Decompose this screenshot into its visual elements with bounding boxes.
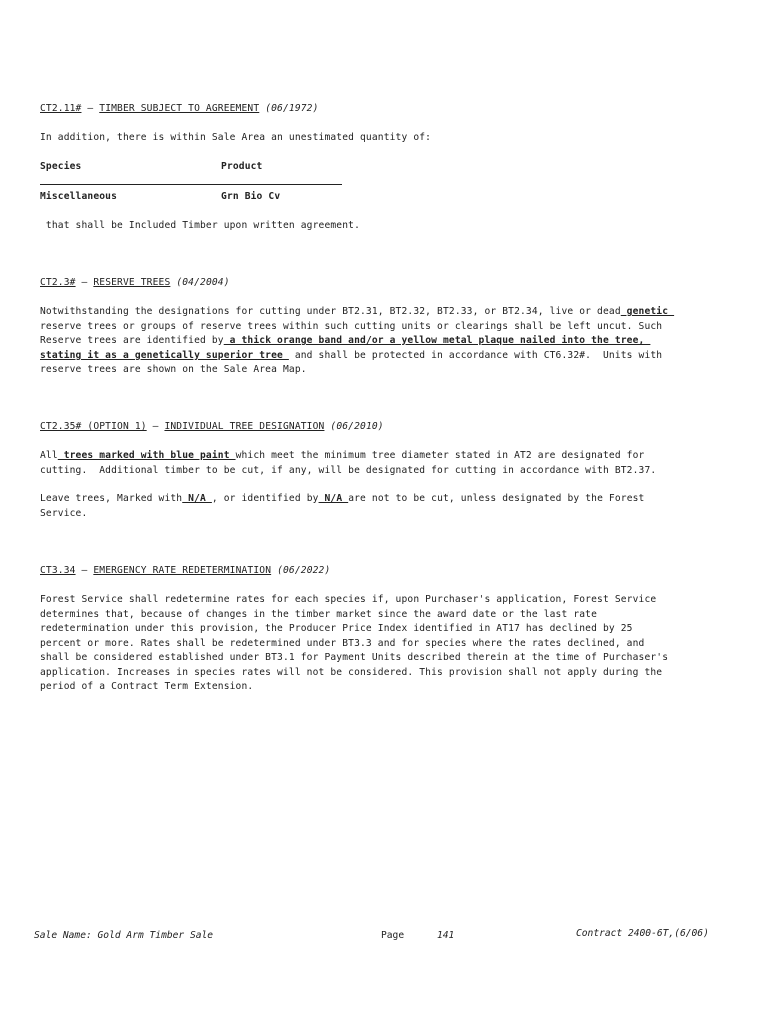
paragraph-line bbox=[40, 305, 674, 320]
column-header-species: Species bbox=[40, 161, 82, 172]
paragraph-line: percent or more. Rates shall be redetermined under BT3.3 and for species where the rates declined, and bbox=[40, 638, 645, 649]
dash: – bbox=[81, 103, 100, 114]
paragraph-line: Service. bbox=[40, 508, 88, 519]
section-code: CT2.3# bbox=[40, 277, 76, 288]
section-title: EMERGENCY RATE REDETERMINATION bbox=[93, 565, 272, 576]
paragraph-line: Forest Service shall redetermine rates for each species if, upon Purchaser's application, Forest Service bbox=[40, 594, 657, 605]
text-run: and shall be protected in accordance with CT6.32#. Units with bbox=[288, 350, 663, 361]
fill-in-value: a thick orange band and/or a yellow metal plaque nailed into the tree, bbox=[223, 335, 651, 346]
section-title: INDIVIDUAL TREE DESIGNATION bbox=[164, 421, 325, 432]
paragraph-line: cutting. Additional timber to be cut, if any, will be designated for cutting in accordance with BT2.37. bbox=[40, 465, 657, 476]
paragraph-line: reserve trees are shown on the Sale Area Map. bbox=[40, 364, 307, 375]
paragraph-line: reserve trees or groups of reserve trees within such cutting units or clearings shall be left uncut. Such bbox=[40, 321, 663, 332]
paragraph-line: application. Increases in species rates will not be considered. This provision shall not apply during the bbox=[40, 667, 663, 678]
section-date: (04/2004) bbox=[176, 277, 230, 288]
section-date: (06/2010) bbox=[330, 421, 384, 432]
dash: – bbox=[75, 565, 94, 576]
intro-text: In addition, there is within Sale Area an unestimated quantity of: bbox=[40, 132, 432, 143]
section-title: RESERVE TREES bbox=[93, 277, 171, 288]
dash: – bbox=[75, 277, 94, 288]
section-heading-ct2-35 bbox=[40, 420, 384, 435]
paragraph-line: shall be considered established under BT3.1 for Payment Units described therein at the time of Purchaser's bbox=[40, 652, 669, 663]
section-heading-ct2-3 bbox=[40, 276, 230, 291]
footer-contract: Contract 2400-6T,(6/06) bbox=[576, 928, 709, 939]
text-run: Leave trees, Marked with bbox=[40, 493, 183, 504]
text-run: All bbox=[40, 450, 58, 461]
section-title: TIMBER SUBJECT TO AGREEMENT bbox=[99, 103, 260, 114]
text-run: are not to be cut, unless designated by the Forest bbox=[348, 493, 645, 504]
fill-in-value: genetic bbox=[620, 306, 675, 317]
fill-in-value: N/A bbox=[318, 493, 349, 504]
paragraph-line: period of a Contract Term Extension. bbox=[40, 681, 254, 692]
table-cell-product: Grn Bio Cv bbox=[221, 191, 281, 202]
paragraph-line: redetermination under this provision, the Producer Price Index identified in AT17 has declined by 25 bbox=[40, 623, 633, 634]
paragraph-line: determines that, because of changes in the timber market since the award date or the last rate bbox=[40, 609, 598, 620]
table-cell-species: Miscellaneous bbox=[40, 191, 118, 202]
dash: – bbox=[146, 421, 165, 432]
section-date: (06/2022) bbox=[277, 565, 331, 576]
closing-text: that shall be Included Timber upon written agreement. bbox=[40, 220, 360, 231]
section-code: CT2.35# (OPTION 1) bbox=[40, 421, 147, 432]
section-code: CT3.34 bbox=[40, 565, 76, 576]
text-run: which meet the minimum tree diameter stated in AT2 are designated for bbox=[235, 450, 645, 461]
column-header-product: Product bbox=[221, 161, 263, 172]
footer-page-number: 141 bbox=[437, 930, 455, 941]
text-run: Reserve trees are identified by bbox=[40, 335, 224, 346]
section-date: (06/1972) bbox=[265, 103, 319, 114]
text-run: , or identified by bbox=[211, 493, 319, 504]
paragraph-line bbox=[40, 492, 644, 507]
footer-page-label: Page bbox=[381, 930, 405, 941]
section-heading-ct2-11 bbox=[40, 102, 319, 117]
paragraph-line bbox=[40, 349, 662, 364]
fill-in-value: stating it as a genetically superior tree bbox=[40, 350, 289, 361]
section-code: CT2.11# bbox=[40, 103, 82, 114]
footer-sale-name: Sale Name: Gold Arm Timber Sale bbox=[34, 930, 214, 941]
section-heading-ct3-34 bbox=[40, 564, 330, 579]
paragraph-line bbox=[40, 334, 650, 349]
fill-in-value: N/A bbox=[182, 493, 212, 504]
fill-in-value: trees marked with blue paint bbox=[57, 450, 236, 461]
text-run: Notwithstanding the designations for cutting under BT2.31, BT2.32, BT2.33, or BT2.34, live or dead bbox=[40, 306, 621, 317]
paragraph-line bbox=[40, 449, 644, 464]
table-rule bbox=[40, 184, 342, 185]
